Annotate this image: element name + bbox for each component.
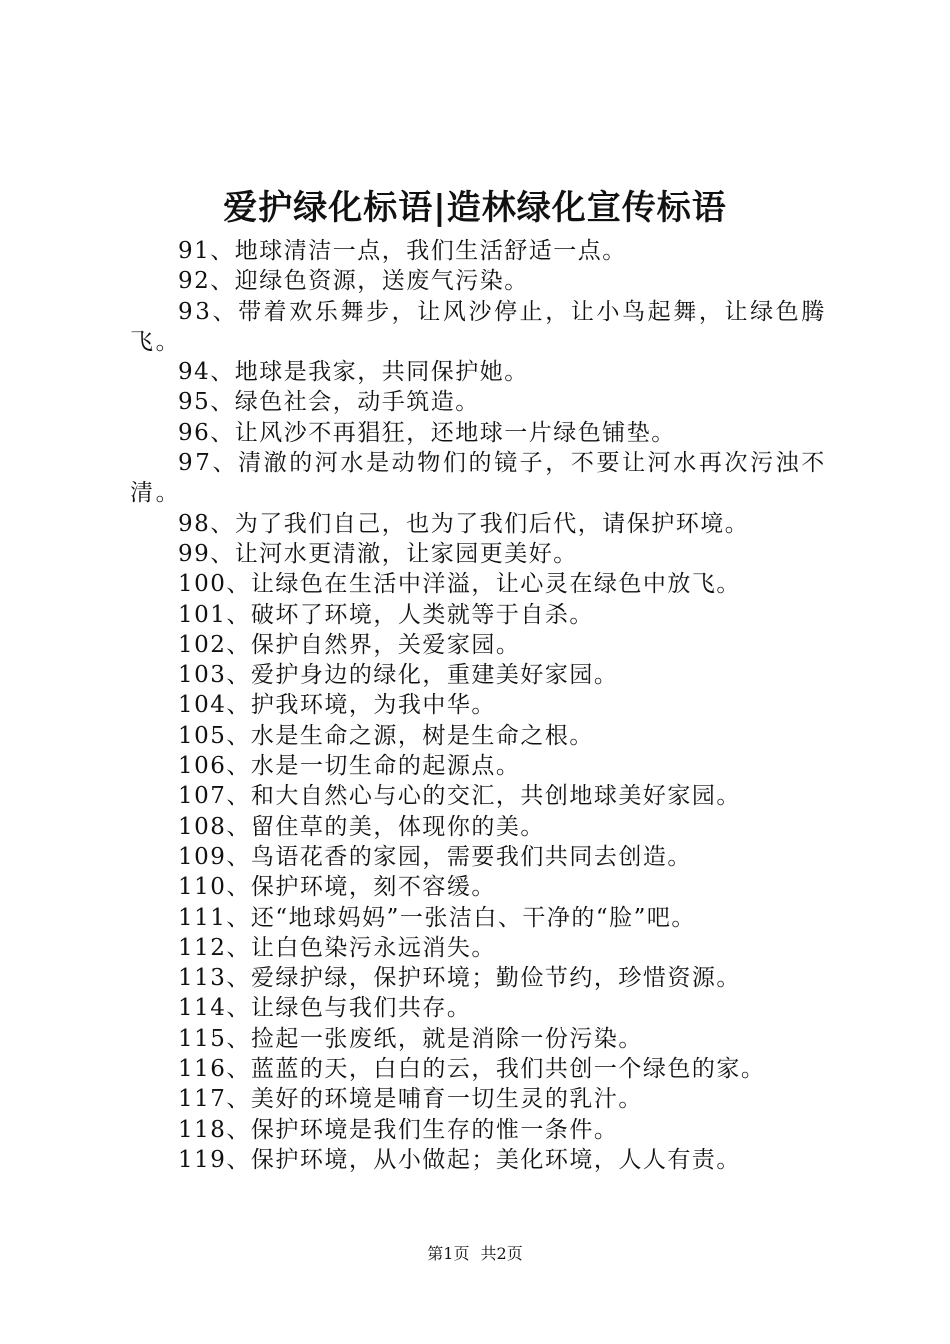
list-item: 101、破坏了环境，人类就等于自杀。 <box>178 601 594 628</box>
list-item: 92、迎绿色资源，送废气污染。 <box>178 268 529 295</box>
list-item: 110、保护环境，刻不容缓。 <box>178 874 496 901</box>
list-item: 104、护我环境，为我中华。 <box>178 692 496 719</box>
list-item: 112、让白色染污永远消失。 <box>178 934 496 961</box>
list-item: 107、和大自然心与心的交汇，共创地球美好家园。 <box>178 783 741 810</box>
list-item: 96、让风沙不再猖狂，还地球一片绿色铺垫。 <box>178 419 676 446</box>
list-item: 115、捡起一张废纸，就是消除一份污染。 <box>178 1025 643 1052</box>
list-item: 98、为了我们自己，也为了我们后代，请保护环境。 <box>178 510 750 537</box>
list-item: 91、地球清洁一点，我们生活舒适一点。 <box>178 238 627 264</box>
list-item: 106、水是一切生命的起源点。 <box>178 753 521 780</box>
list-item: 94、地球是我家，共同保护她。 <box>178 359 529 386</box>
list-item: 102、保护自然界，关爱家园。 <box>178 631 521 658</box>
page-number: 第1页 <box>427 1244 470 1263</box>
page-title: 爱护绿化标语|造林绿化宣传标语 <box>223 188 727 228</box>
list-item: 117、美好的环境是哺育一切生灵的乳汁。 <box>178 1086 643 1113</box>
page-total: 共2页 <box>480 1244 523 1263</box>
list-item: 114、让绿色与我们共存。 <box>178 995 472 1022</box>
page-footer <box>0 1244 950 1264</box>
list-item: 100、让绿色在生活中洋溢，让心灵在绿色中放飞。 <box>178 571 741 598</box>
list-item: 93、带着欢乐舞步，让风沙停止，让小鸟起舞，让绿色腾飞。 <box>130 298 827 355</box>
list-item: 108、留住草的美，体现你的美。 <box>178 813 545 840</box>
list-item: 118、保护环境是我们生存的惟一条件。 <box>178 1116 619 1143</box>
list-item: 95、绿色社会，动手筑造。 <box>178 389 480 416</box>
list-item: 116、蓝蓝的天，白白的云，我们共创一个绿色的家。 <box>178 1056 766 1083</box>
list-item: 113、爱绿护绿，保护环境；勤俭节约，珍惜资源。 <box>178 965 741 992</box>
list-item: 103、爱护身边的绿化，重建美好家园。 <box>178 662 619 689</box>
list-item: 111、还“地球妈妈”一张洁白、干净的“脸”吧。 <box>178 904 696 931</box>
list-item: 99、让河水更清澈，让家园更美好。 <box>178 540 578 567</box>
list-item: 109、鸟语花香的家园，需要我们共同去创造。 <box>178 843 692 870</box>
slogan-list <box>130 236 830 1175</box>
list-item: 105、水是生命之源，树是生命之根。 <box>178 722 594 749</box>
list-item: 119、保护环境，从小做起；美化环境，人人有责。 <box>178 1146 741 1173</box>
list-item: 97、清澈的河水是动物们的镜子，不要让河水再次污浊不清。 <box>130 450 827 507</box>
